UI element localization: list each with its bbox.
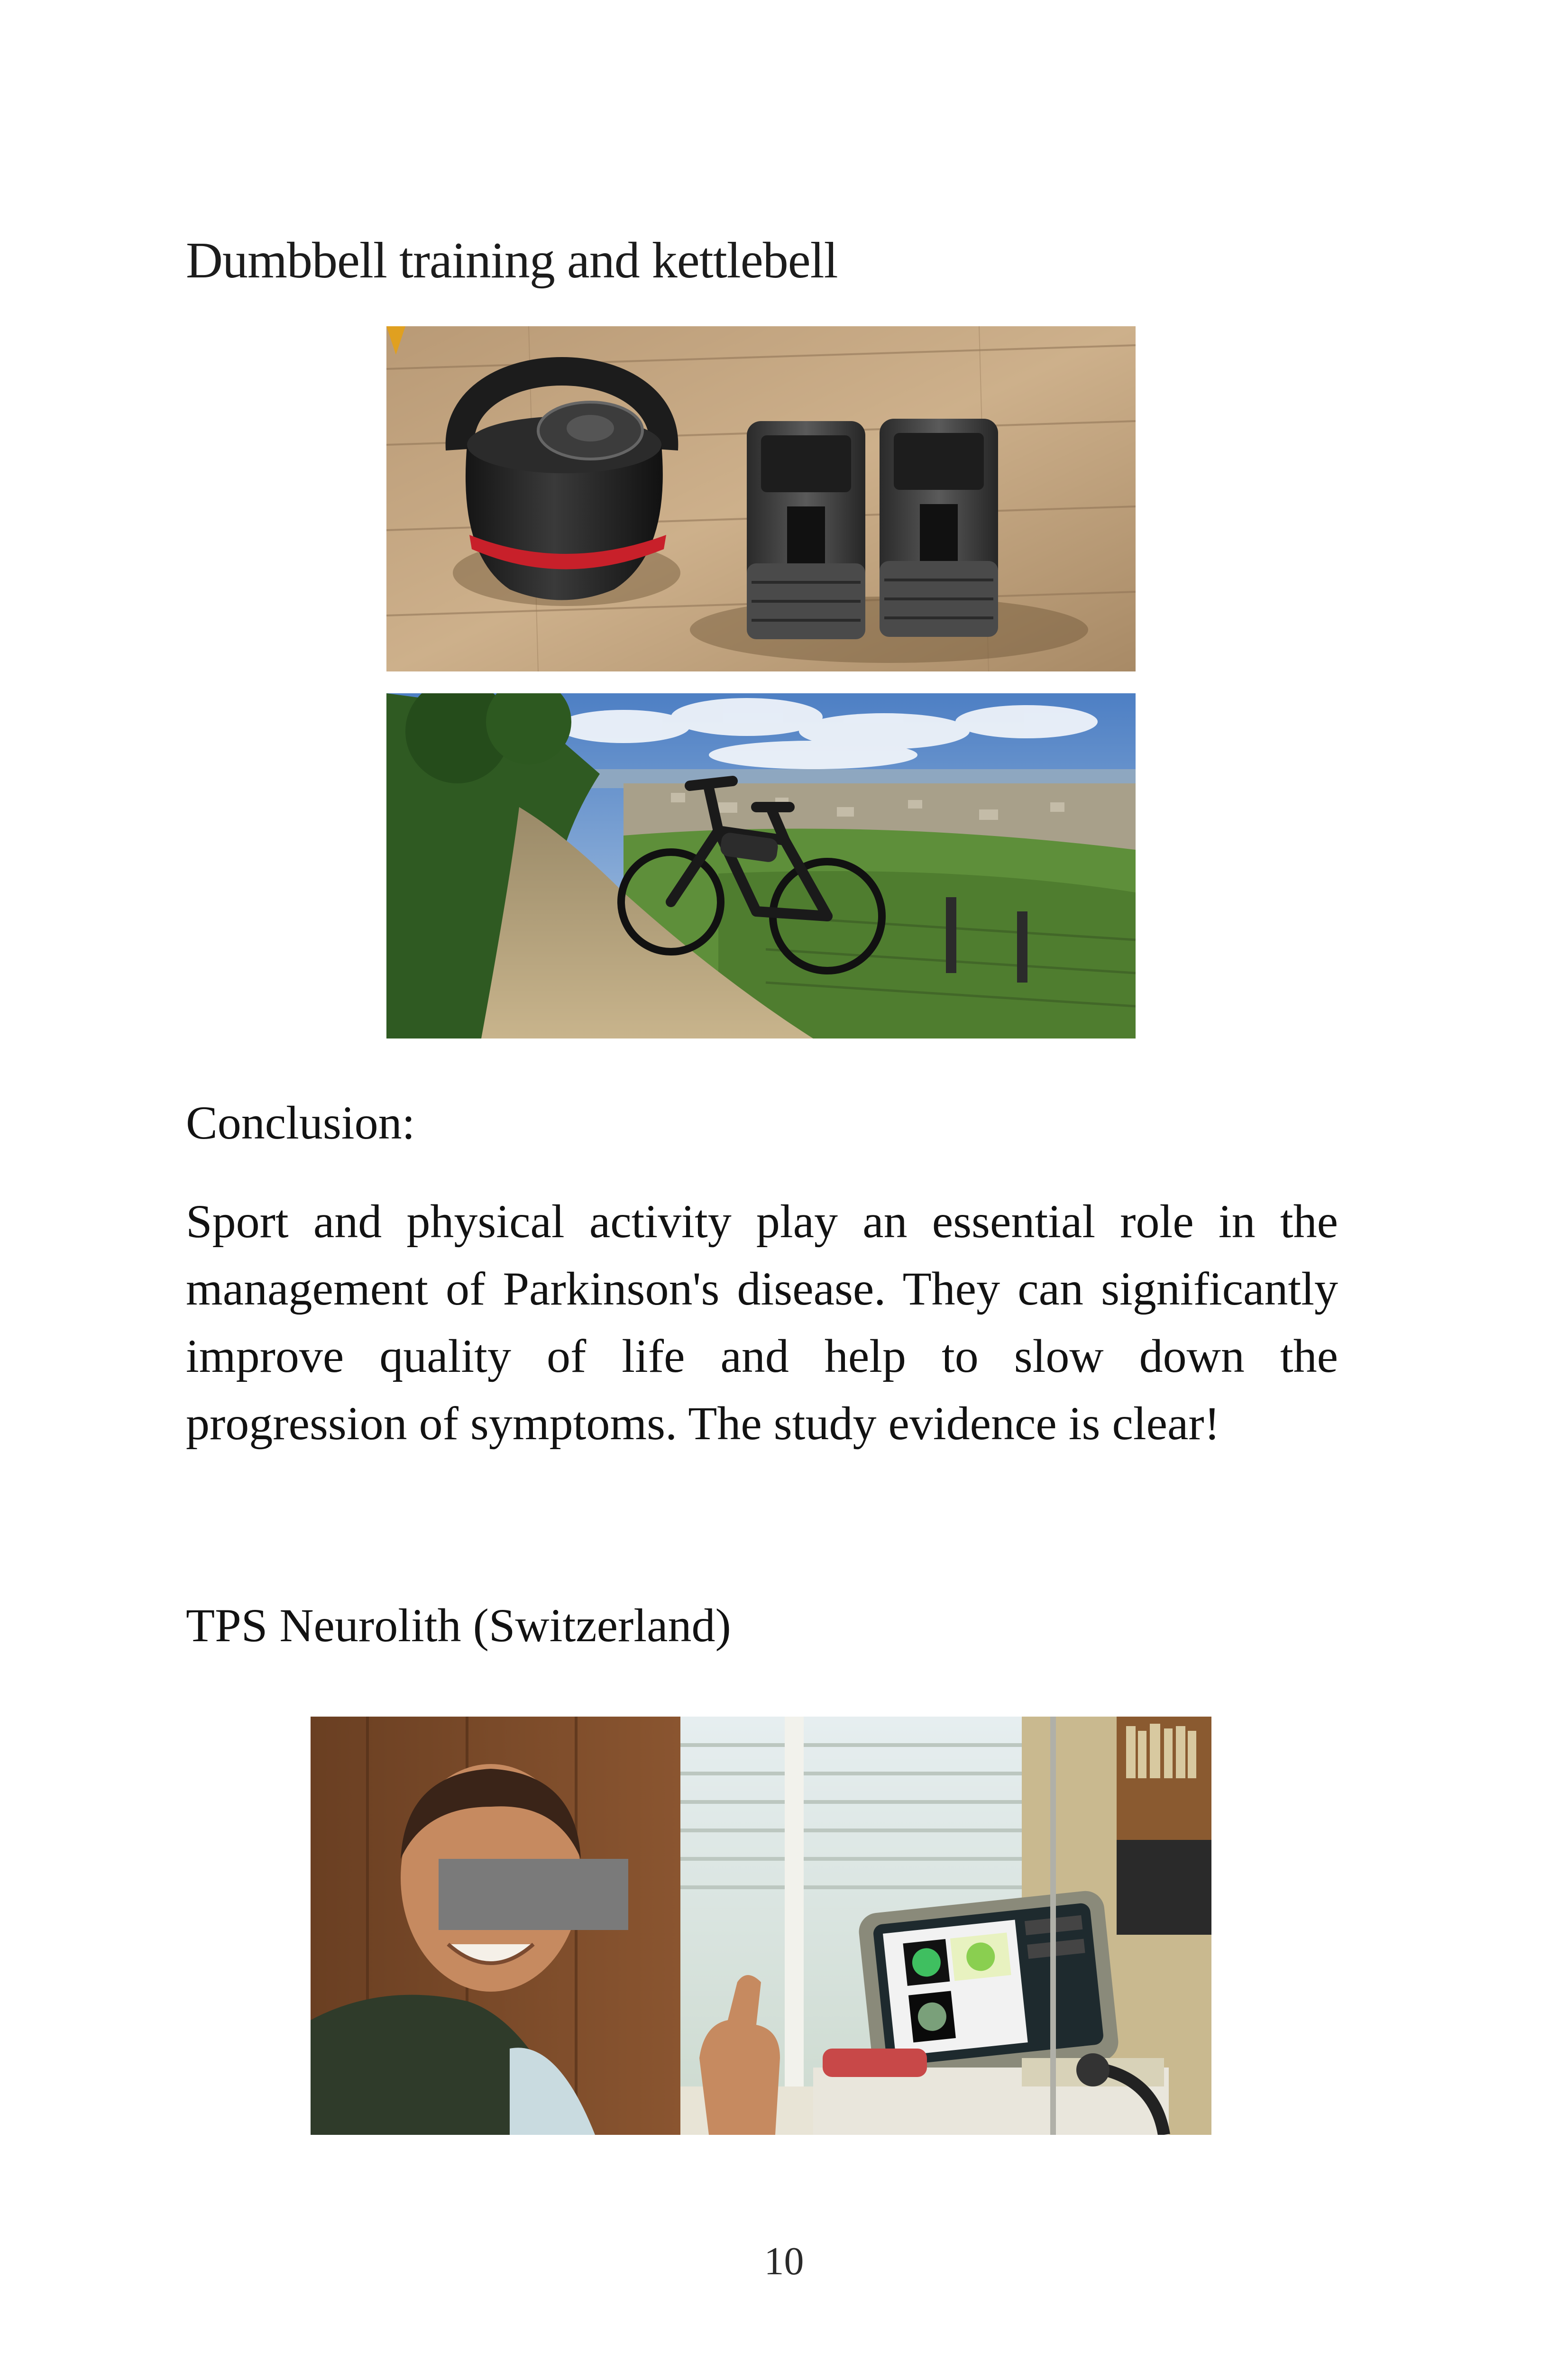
conclusion-paragraph: Sport and physical activity play an essential role in the management of Parkinson's disease. They can significantly improve quality of life and help to slow down the progression of symptoms. The study evidence is clear!	[186, 1195, 1338, 1450]
caption-dumbbell-kettlebell: Dumbbell training and kettlebell	[186, 232, 838, 289]
page-number: 10	[764, 2239, 804, 2283]
kettlebell-dumbbells-photo	[386, 326, 1136, 671]
tps-neurolith-photo	[311, 1717, 1211, 2135]
e-bike-vineyard-photo	[386, 693, 1136, 1038]
tps-neurolith-heading: TPS Neurolith (Switzerland)	[186, 1599, 731, 1652]
conclusion-heading: Conclusion:	[186, 1096, 415, 1149]
